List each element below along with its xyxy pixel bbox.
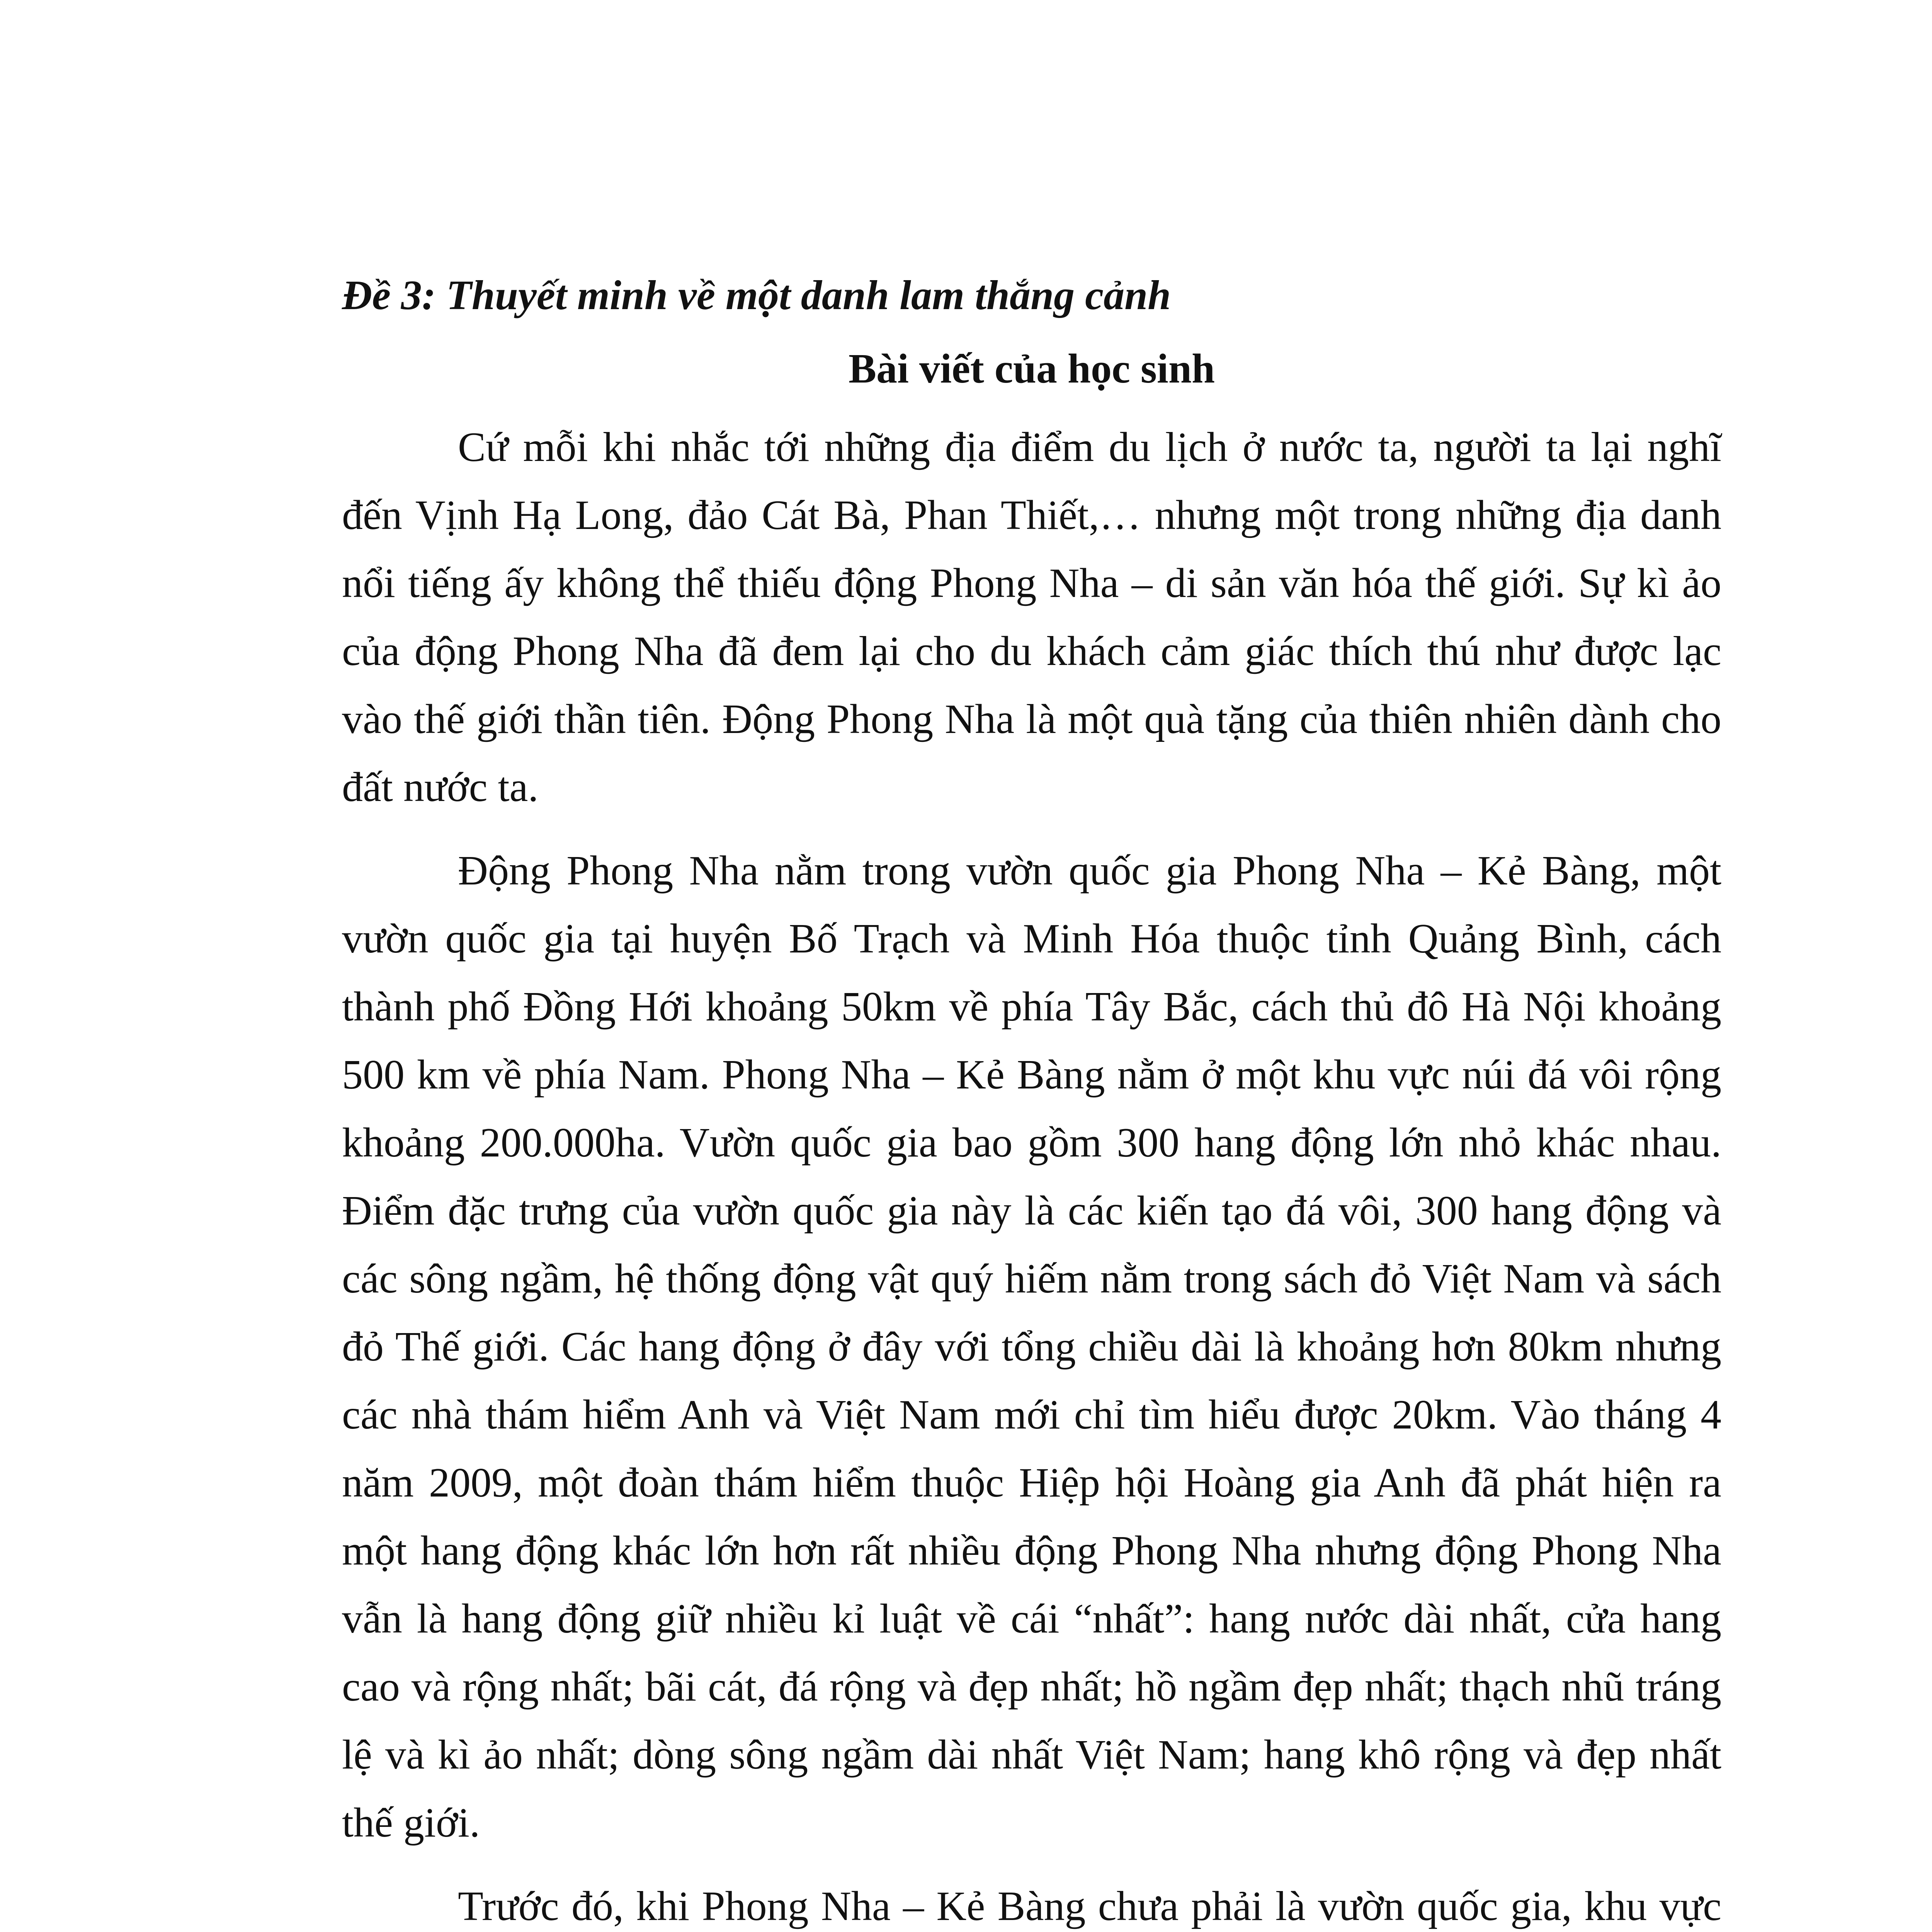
document-body xyxy=(342,267,1721,1932)
essay-subheading: Bài viết của học sinh xyxy=(848,346,1215,392)
paragraph-location: Động Phong Nha nằm trong vườn quốc gia Phong Nha – Kẻ Bàng, một vườn quốc gia tại huyện Bố Trạch và Minh Hóa thuộc tỉnh Quảng Bình, cách thành phố Đồng Hới khoảng 50km về phía Tây Bắc, cách thủ đô Hà Nội khoảng 500 km về phía Nam. Phong Nha – Kẻ Bàng nằm ở một khu vực núi đá vôi rộng khoảng 200.000ha. Vườn quốc gia bao gồm 300 hang động lớn nhỏ khác nhau. Điểm đặc trưng của vườn quốc gia này là các kiến tạo đá vôi, 300 hang động và các sông ngầm, hệ thống động vật quý hiếm nằm trong sách đỏ Việt Nam và sách đỏ Thế giới. Các hang động ở đây với tổng chiều dài là khoảng hơn 80km nhưng các nhà thám hiểm Anh và Việt Nam mới chỉ tìm hiểu được 20km. Vào tháng 4 năm 2009, một đoàn thám hiểm thuộc Hiệp hội Hoàng gia Anh đã phát hiện ra một hang động khác lớn hơn rất nhiều động Phong Nha nhưng động Phong Nha vẫn là hang động giữ nhiều kỉ luật về cái “nhất”: hang nước dài nhất, cửa hang cao và rộng nhất; bãi cát, đá rộng và đẹp nhất; hồ ngầm đẹp nhất; thạch nhũ tráng lệ và kì ảo nhất; dòng sông ngầm dài nhất Việt Nam; hang khô rộng và đẹp nhất thế giới. xyxy=(342,848,1721,1846)
paragraph-intro: Cứ mỗi khi nhắc tới những địa điểm du lịch ở nước ta, người ta lại nghĩ đến Vịnh Hạ Long, đảo Cát Bà, Phan Thiết,… nhưng một trong những địa danh nổi tiếng ấy không thể thiếu động Phong Nha – di sản văn hóa thế giới. Sự kì ảo của động Phong Nha đã đem lại cho du khách cảm giác thích thú như được lạc vào thế giới thần tiên. Động Phong Nha là một quà tặng của thiên nhiên dành cho đất nước ta. xyxy=(342,424,1721,810)
assignment-heading: Đề 3: Thuyết minh về một danh lam thắng cảnh xyxy=(342,272,1171,318)
paragraph-history: Trước đó, khi Phong Nha – Kẻ Bàng chưa phải là vườn quốc gia, khu vực xyxy=(458,1883,1721,1929)
